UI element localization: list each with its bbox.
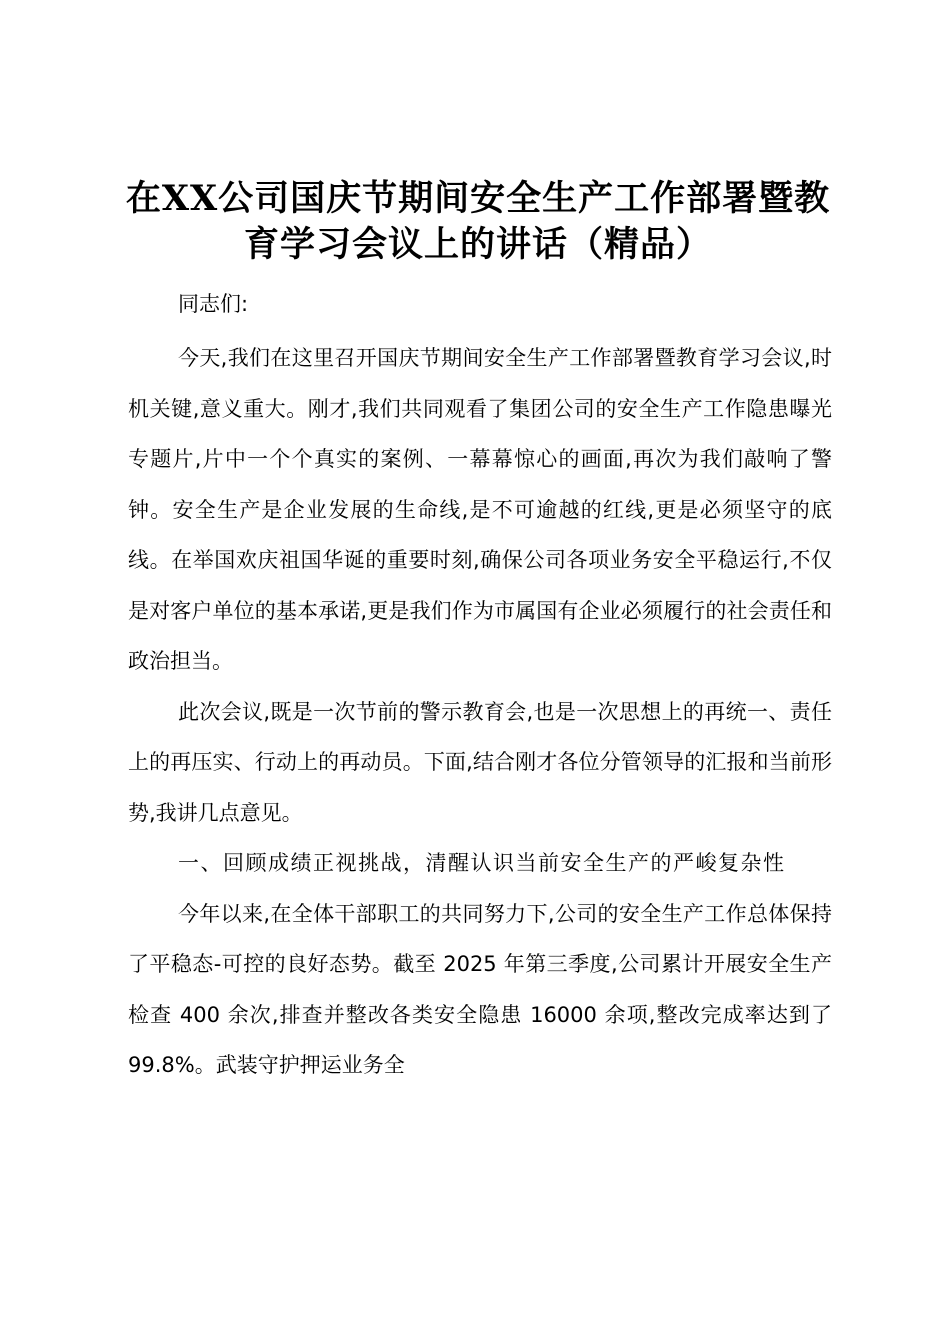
salutation: 同志们:: [178, 292, 249, 316]
document-body: [128, 283, 832, 1091]
section-heading-1: 一、回顾成绩正视挑战，清醒认识当前安全生产的严峻复杂性: [178, 851, 786, 875]
paragraph-intro: 今天,我们在这里召开国庆节期间安全生产工作部署暨教育学习会议,时机关键,意义重大。刚才,我们共同观看了集团公司的安全生产工作隐患曝光专题片,片中一个个真实的案例、一幕幕惊心的画面,再次为我们敲响了警钟。安全生产是企业发展的生命线,是不可逾越的红线,更是必须坚守的底线。在举国欢庆祖国华诞的重要时刻,确保公司各项业务安全平稳运行,不仅是对客户单位的基本承诺,更是我们作为市属国有企业必须履行的社会责任和政治担当。: [128, 346, 832, 673]
paragraph-achievements: 今年以来,在全体干部职工的共同努力下,公司的安全生产工作总体保持了平稳态-可控的良好态势。截至 2025 年第三季度,公司累计开展安全生产检查 400 余次,排查并整改各类安全隐患 16000 余项,整改完成率达到了 99.8%。武装守护押运业务全: [128, 901, 832, 1077]
paragraph-meeting-purpose: 此次会议,既是一次节前的警示教育会,也是一次思想上的再统一、责任上的再压实、行动上的再动员。下面,结合刚才各位分管领导的汇报和当前形势,我讲几点意见。: [128, 699, 832, 825]
document-title: 在XX公司国庆节期间安全生产工作部署暨教育学习会议上的讲话（精品）: [125, 178, 831, 265]
